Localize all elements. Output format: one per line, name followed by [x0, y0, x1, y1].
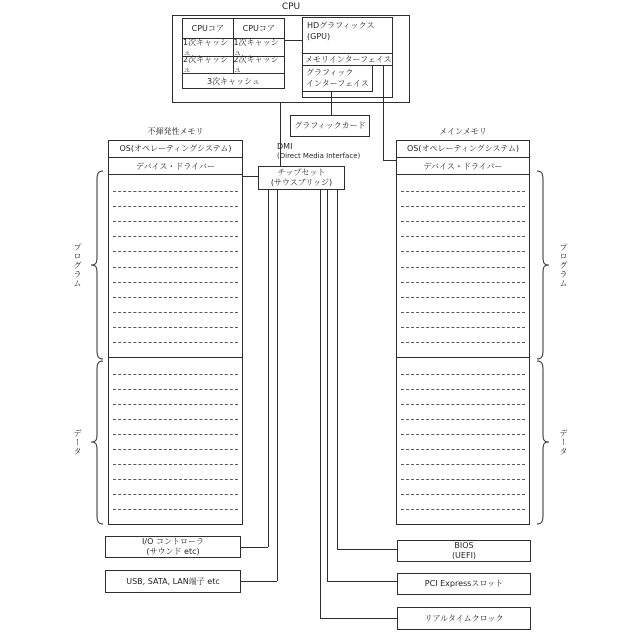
l2-cache-cell: 2次キャッシュ — [183, 57, 234, 74]
nonvolatile-memory-box — [108, 140, 243, 525]
main-memory-driver-label: デバイス・ドライバー — [423, 161, 503, 171]
io-controller-line2: (サウンド etc) — [146, 547, 200, 556]
memory-interface-label: メモリインターフェイス — [305, 54, 392, 64]
nonvolatile-program-label: プログラム — [73, 242, 82, 288]
l2-cache-cell: 2次キャッシュ — [234, 57, 285, 74]
cpu-core-cell: CPUコア — [234, 19, 285, 39]
ports-connector-vertical — [277, 190, 278, 581]
memory-bus-line-horizontal — [383, 160, 396, 161]
cpu-title: CPU — [281, 2, 301, 12]
pci-slot-box — [397, 573, 531, 595]
cpu-core-cache-table — [182, 18, 285, 89]
main-memory-data-brace — [536, 360, 552, 525]
main-memory-data-label: データ — [559, 429, 568, 456]
graphics-interface-line1: グラフィック — [306, 68, 354, 77]
l3-cache-cell: 3次キャッシュ — [207, 76, 260, 86]
graphics-interface-box — [303, 66, 373, 92]
rtc-label: リアルタイムクロック — [424, 613, 504, 623]
memory-interface-box — [303, 53, 392, 66]
main-memory-program-label: プログラム — [559, 242, 568, 288]
gpu-label-line1: HDグラフィックス — [307, 21, 375, 30]
main-memory-data-area — [397, 359, 529, 524]
bios-line1: BIOS — [454, 541, 474, 550]
io-controller-box — [105, 536, 241, 558]
graphics-card-connector-line — [331, 92, 332, 115]
bios-box — [397, 540, 531, 562]
nonvolatile-data-brace — [88, 360, 104, 525]
cpu-core-cell: CPUコア — [183, 19, 234, 39]
nonvolatile-data-area — [109, 359, 242, 524]
dmi-label-line1: DMI — [277, 142, 293, 151]
nonvolatile-os-label: OS(オペレーティングシステム) — [119, 144, 232, 153]
l1-cache-cell: 1次キャッシュ — [183, 39, 234, 57]
io-controller-connector-horizontal — [241, 547, 268, 548]
nonvolatile-chipset-connector-line — [243, 176, 258, 177]
main-memory-os-row — [397, 141, 529, 158]
bios-line2: (UEFI) — [451, 551, 477, 560]
rtc-connector-horizontal — [320, 618, 397, 619]
graphics-interface-line2: インターフェイス — [306, 79, 369, 88]
dmi-label-line2: (Direct Media Interface) — [277, 152, 361, 160]
main-memory-title: メインメモリ — [439, 127, 487, 136]
graphics-card-label: グラフィックカード — [294, 121, 366, 130]
hd-graphics-box — [302, 17, 393, 98]
main-memory-box — [396, 140, 530, 525]
l1-cache-cell: 1次キャッシュ — [234, 39, 285, 57]
pci-connector-vertical — [327, 190, 328, 581]
graphics-card-box — [290, 115, 370, 137]
nonvolatile-driver-row — [109, 159, 242, 175]
main-memory-program-brace — [536, 170, 552, 360]
pci-connector-horizontal — [327, 581, 397, 582]
ports-label: USB, SATA, LAN端子 etc — [126, 576, 220, 586]
core-gpu-connector-line — [285, 40, 302, 41]
io-controller-connector-vertical — [268, 190, 269, 547]
nonvolatile-memory-title: 不揮発性メモリ — [147, 127, 204, 136]
main-memory-program-area — [397, 176, 529, 358]
rtc-box — [397, 607, 531, 630]
ports-connector-horizontal — [241, 581, 277, 582]
nonvolatile-program-brace — [88, 170, 104, 360]
nonvolatile-os-row — [109, 141, 242, 158]
pci-slot-label: PCI Expressスロット — [424, 579, 504, 588]
nonvolatile-data-label: データ — [73, 429, 82, 456]
gpu-label-line2: (GPU) — [307, 32, 331, 41]
ports-box — [105, 570, 241, 593]
nonvolatile-program-area — [109, 176, 242, 358]
nonvolatile-driver-label: デバイス・ドライバー — [135, 161, 216, 171]
memory-bus-line-vertical — [383, 65, 384, 160]
chipset-label-line2: (サウスブリッジ) — [270, 178, 333, 187]
chipset-label-line1: チップセット — [277, 168, 326, 177]
bios-connector-horizontal — [337, 549, 397, 550]
main-memory-driver-row — [397, 159, 529, 175]
rtc-connector-vertical — [320, 190, 321, 618]
chipset-box — [258, 166, 345, 190]
bios-connector-vertical — [337, 190, 338, 549]
io-controller-line1: I/O コントローラ — [142, 537, 204, 546]
main-memory-os-label: OS(オペレーティングシステム) — [406, 144, 520, 153]
